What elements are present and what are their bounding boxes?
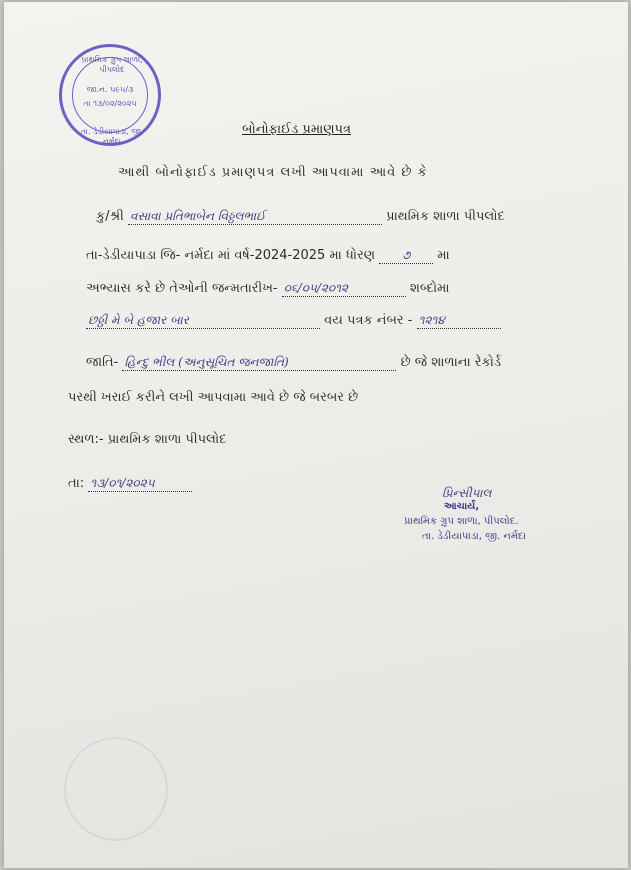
school-stamp (59, 44, 161, 146)
certificate-title: બોનોફાઈડ પ્રમાણપત્ર (242, 122, 351, 137)
student-name: વસાવા પ્રતિભાબેન વિઠ્ઠલભાઈ (128, 209, 382, 225)
dob-words-line: છઠ્ઠી મે બે હજાર બાર વય પત્રક નંબર - ૧૨૧૪ (86, 313, 501, 329)
signature-address: તા. ડેડીયાપાડા, જી. નર્મદા (422, 531, 526, 542)
stamp-bottom-text: તા. ડેડીયાપાડા, જી. નર્મદા (80, 127, 144, 146)
dob-words: છઠ્ઠી મે બે હજાર બાર (86, 313, 320, 329)
principal-signature (404, 486, 526, 542)
caste-value: હિન્દુ ભીલ (અનુસૂચિત જનજાતિ) (122, 355, 396, 371)
dob-line: અભ્યાસ કરે છે તેઓની જન્મતારીખ- ૦૬/૦૫/૨૦૧૨ શબ્દોમા (86, 281, 450, 296)
standard-value: ૭ (379, 248, 433, 264)
dob-value: ૦૬/૦૫/૨૦૧૨ (282, 281, 406, 297)
signature-role: આચાર્ય, (444, 501, 480, 512)
place-line: સ્થળ:- પ્રાથમિક શાળા પીપલોદ (68, 432, 227, 447)
stamp-date: તા ૧૩/૦૨/૨૦૨૫ (83, 99, 137, 108)
issue-date: ૧૩/૦૧/૨૦૨૫ (88, 476, 192, 492)
standard-line: તા-ડેડીયાપાડા જિ- નર્મદા માં વર્ષ-2024-2025 મા ધોરણ ૭ મા (86, 248, 450, 263)
register-number: ૧૨૧૪ (417, 313, 501, 329)
name-line: કુ/શ્રી વસાવા પ્રતિભાબેન વિઠ્ઠલભાઈ પ્રાથમિક શાળા પીપલોદ (96, 209, 505, 224)
caste-line: જાતિ- હિન્દુ ભીલ (અનુસૂચિત જનજાતિ) છે જે શાળાના રેકોર્ડ (86, 355, 502, 370)
verification-line: પરથી ખરાઈ કરીને લખી આપવામા આવે છે જે બરબર છે (68, 390, 359, 405)
faint-stamp-impression (64, 737, 168, 841)
stamp-top-text: પ્રાથમિક ગ્રુપ શાળા, પીપલોદ (81, 55, 143, 74)
intro-line: આથી બોનોફાઈડ પ્રમાણપત્ર લખી આપવામા આવે છે કે (118, 165, 428, 180)
signature-school: પ્રાથમિક ગ્રુપ શાળા, પીપલોદ. (404, 516, 519, 527)
certificate-paper (4, 2, 628, 868)
date-line: તા: ૧૩/૦૧/૨૦૨૫ (68, 476, 192, 492)
signature-mark: પ્રિન્સીપાલ (442, 486, 492, 500)
stamp-number: જા.ન. ૫૯૫/૩ (86, 85, 134, 94)
